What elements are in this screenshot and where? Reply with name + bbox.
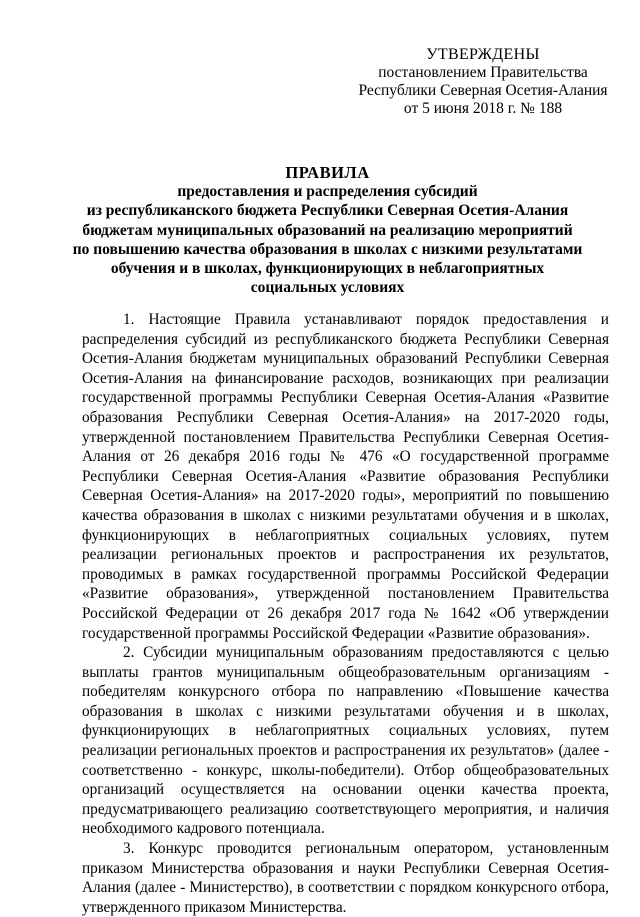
title-line: социальных условиях	[250, 279, 405, 297]
title-line: из республиканского бюджета Республики Северная Осетия-Алания	[86, 202, 569, 220]
title-main: ПРАВИЛА	[285, 163, 370, 182]
paragraph-1: 1. Настоящие Правила устанавливают порядок предоставления и распределения субсидий из республиканского бюджета Республики Северная Осетия-Алания бюджетам муниципальных образований Республики Северная Осетия-Алания на финансирование расходов, возникающих при реализации государственной программы Республики Северная Осетия-Алания «Развитие образования Республики Северная Осетия-Алания» на 2017-2020 годы, утвержденной постановлением Правительства Республики Северная Осетия-Алания от 26 декабря 2016 годы № 476 «О государственной программе Республики Северная Осетия-Алания «Развитие образования Республики Северная Осетия-Алания» на 2017-2020 годы», мероприятий по повышению качества образования в школах с низкими результатами обучения и в школах, функционирующих в неблагоприятных социальных условиях, путем реализации региональных проектов и распространения их результатов, проводимых в рамках государственной программы Российской Федерации «Развитие образования», утвержденной постановлением Правительства Российской Федерации от 26 декабря 2017 года № 1642 «Об утверждении государственной программы Российской Федерации «Развитие образования».	[82, 311, 609, 642]
title-line: обучения и в школах, функционирующих в неблагоприятных	[110, 260, 545, 278]
paragraph-2: 2. Субсидии муниципальным образованиям предоставляются с целью выплаты грантов муниципальным общеобразовательным организациям - победителям конкурсного отбора по направлению «Повышение качества образования в школах с низкими результатами обучения и в школах, функционирующих в неблагоприятных социальных условиях, путем реализации региональных проектов и распространения их результатов» (далее - соответственно - конкурс, школы-победители). Отбор общеобразовательных организаций осуществляется на основании оценки качества проекта, предусматривающего реализацию соответствующего мероприятия, и наличия необходимого кадрового потенциала.	[82, 644, 609, 838]
approval-line-2: Республики Северная Осетия-Алания	[358, 82, 608, 99]
approval-line-3: от 5 июня 2018 г. № 188	[403, 100, 563, 117]
paragraph-3: 3. Конкурс проводится региональным оператором, установленным приказом Министерства образования и науки Республики Северная Осетия-Алания (далее - Министерство), в соответствии с порядком конкурсного отбора, утвержденного приказом Министерства.	[82, 840, 609, 916]
title-line: предоставления и распределения субсидий	[177, 183, 478, 201]
approval-stamp	[348, 46, 618, 118]
approval-line-1: постановлением Правительства	[378, 64, 588, 81]
title-line: бюджетам муниципальных образований на реализацию мероприятий	[82, 221, 573, 239]
title-line: по повышению качества образования в школах с низкими результатами	[72, 240, 583, 258]
document-title	[40, 163, 615, 297]
document-body	[82, 310, 609, 917]
approval-heading: УТВЕРЖДЕНЫ	[426, 46, 540, 63]
